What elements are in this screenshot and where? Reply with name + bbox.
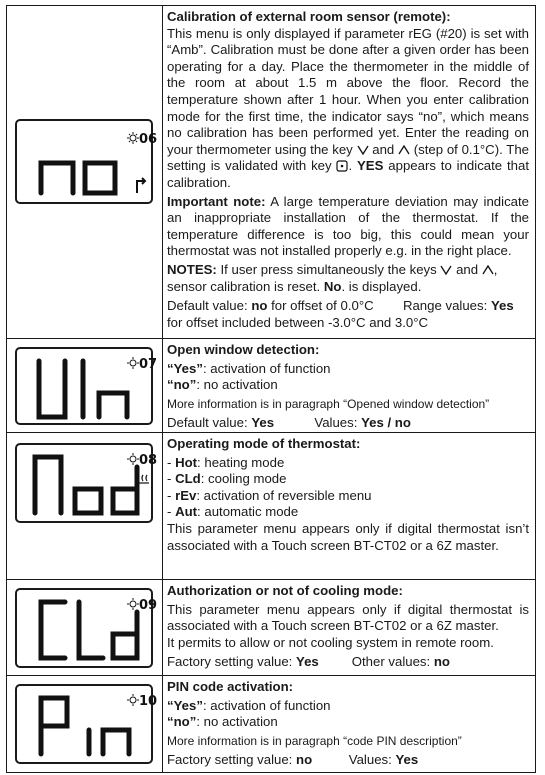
down-key-icon [440,264,452,276]
cooling-text-2: It permits to allow or not cooling system in remote room. [167,634,494,650]
lcd-code: 09 [139,598,158,613]
up-key-icon [398,144,410,156]
description-cell [167,342,529,432]
row-pin-code [6,675,536,773]
mode-item: - Aut: automatic mode [167,504,299,520]
description-cell [167,679,529,769]
arrow-icon [137,178,145,193]
more-info: More information is in paragraph “Opened window detection” [167,396,490,411]
default-values: Factory setting value: no Values: Yes [167,752,419,768]
lcd-segments [17,121,158,206]
lcd-main-text [41,602,137,658]
sun-icon [127,453,139,465]
row-title: PIN code activation: [167,679,294,694]
lcd-code: 08 [139,453,158,468]
important-note: Important note: A large temperature deviation may indicate an inappropriate installation of the thermostat. If the temperature difference is too big, this could mean your thermostat was not installed properly e.g. in the right place. [167,193,529,259]
calibration-instructions: This menu is only displayed if parameter rEG (#20) is set with “Amb”. Calibration must be done after a given order has been operating for a day. Place the thermometer in the middle of the room at about 1.5 m above the floor. Record the temperature shown after 1 hour. When you enter calibration mode for the first time, the indicator says “no”, which means no calibration has been performed yet. Enter the reading on your thermometer using the key and (step of 0.1°C). The setting is validated with key . YES appears to indicate that calibration. [167,25,529,190]
default-values: Factory setting value: Yes Other values: no [167,654,450,670]
lcd-segments [17,590,158,670]
lcd-code: 06 [139,132,158,147]
mode-item: - Hot: heating mode [167,454,285,470]
description-cell [167,436,529,554]
row-title: Authorization or not of cooling mode: [167,583,403,598]
sun-icon [127,357,139,369]
default-values: Default value: Yes Values: Yes / no [167,415,411,431]
lcd-display [15,588,158,668]
lcd-main-text [39,361,127,417]
lcd-display [15,684,158,764]
row-title: Operating mode of thermostat: [167,436,361,451]
down-key-icon [357,144,369,156]
row-calibration [6,5,536,339]
mode-item: - CLd: cooling mode [167,471,287,487]
lcd-main-text [35,457,137,513]
lcd-segments [17,445,158,525]
option-yes: “Yes”: activation of function [167,697,331,713]
sun-icon [127,694,139,706]
sun-icon [127,598,139,610]
row-title: Calibration of external room sensor (remote): [167,9,451,24]
description-cell [167,583,529,671]
more-info: More information is in paragraph “code PIN description” [167,733,462,748]
mode-item: - rEv: activation of reversible menu [167,487,372,503]
display-cell [7,339,163,432]
display-cell [7,6,163,338]
description-cell [167,9,529,331]
default-range: Default value: no for offset of 0.0°C Range values: Yes for offset included between -3.0°C and 3.0°C [167,298,514,330]
lcd-segments [17,349,158,427]
ok-key-icon [336,160,348,172]
option-yes: “Yes”: activation of function [167,360,331,376]
lcd-main-text [41,163,115,193]
lcd-display [15,119,158,204]
mode-note: This parameter menu appears only if digital thermostat isn’t associated with a Touch screen BT-CT02 or a 6Z master. [167,520,529,553]
row-open-window [6,338,536,433]
lcd-display [15,443,158,523]
notes: NOTES: If user press simultaneously the keys and , sensor calibration is reset. No. is displayed. [167,261,498,294]
lcd-display [15,347,158,425]
up-key-icon [482,264,494,276]
row-title: Open window detection: [167,342,320,357]
sun-icon [127,132,139,144]
row-cooling-authorization [6,579,536,676]
lcd-segments [17,686,158,766]
display-cell [7,676,163,772]
option-no: “no”: no activation [167,377,278,393]
lcd-code: 07 [139,357,158,372]
lcd-main-text [41,698,129,754]
lcd-code: 10 [139,694,158,709]
row-operating-mode [6,432,536,580]
option-no: “no”: no activation [167,714,278,730]
cooling-text: This parameter menu appears only if digital thermostat is associated with a Touch screen BT-CT02 or a 6Z master. [167,601,529,634]
display-cell [7,433,163,579]
display-cell [7,580,163,675]
